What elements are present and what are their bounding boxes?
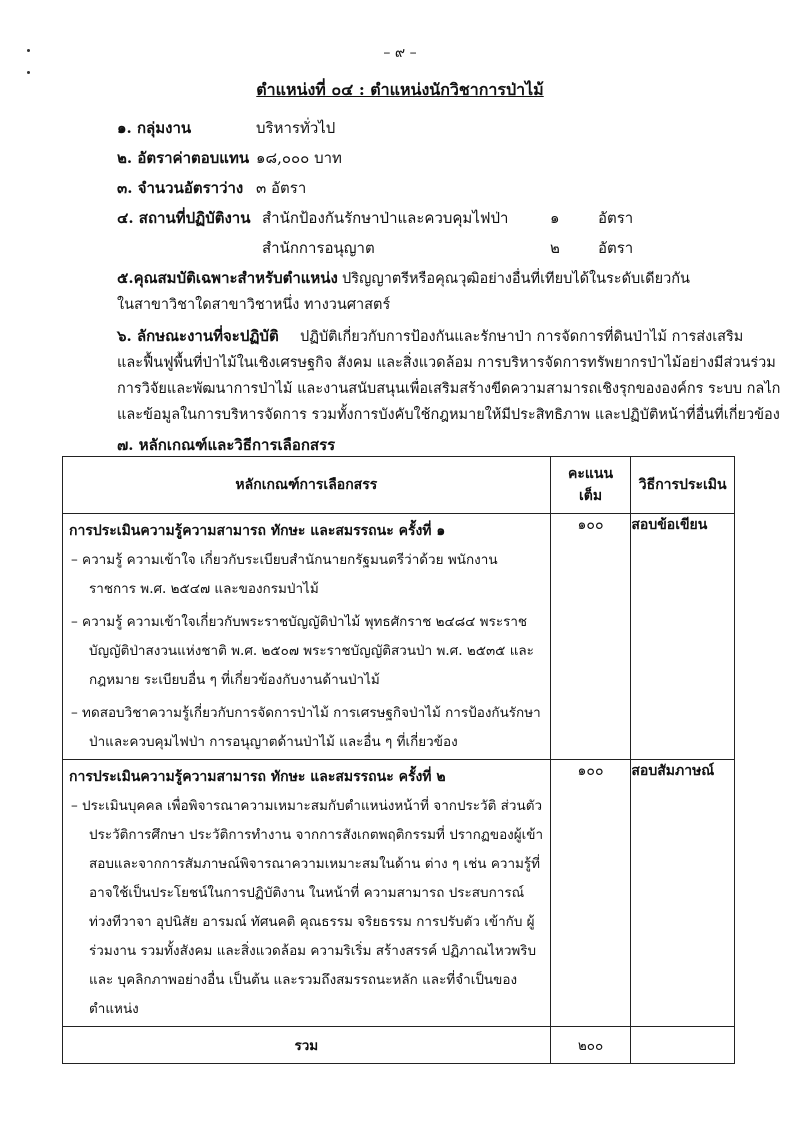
duties-label: ๖. ลักษณะงานที่จะปฏิบัติ xyxy=(117,327,279,345)
location-count: ๑ xyxy=(550,209,560,227)
pay-value: ๑๘,๐๐๐ บาท xyxy=(256,149,342,167)
method-cell: สอบข้อเขียน xyxy=(631,514,735,760)
section-title: การประเมินความรู้ความสามารถ ทักษะ และสมรรถนะ ครั้งที่ ๑ xyxy=(69,523,446,539)
group-label: ๑. กลุ่มงาน xyxy=(117,119,192,137)
section-title: การประเมินความรู้ความสามารถ ทักษะ และสมรรถนะ ครั้งที่ ๒ xyxy=(69,769,446,785)
criteria-item: – ทดสอบวิชาความรู้เกี่ยวกับการจัดการป่าไม้ การเศรษฐกิจป่าไม้ การป้องกันรักษาป่าและควบคุมไฟป่า การอนุญาตด้านป่าไม้ และอื่น ๆ ที่เกี่ยวข้อง xyxy=(71,705,541,750)
qualification-label: ๕.คุณสมบัติเฉพาะสำหรับตำแหน่ง xyxy=(117,269,338,287)
location-label: ๔. สถานที่ปฏิบัติงาน xyxy=(117,209,251,227)
qualification-text: ปริญญาตรีหรือคุณวุฒิอย่างอื่นที่เทียบได้ในระดับเดียวกัน xyxy=(342,271,690,287)
method-cell: สอบสัมภาษณ์ xyxy=(631,760,735,1027)
group-value: บริหารทั่วไป xyxy=(256,119,336,137)
location-name: สำนักการอนุญาต xyxy=(262,239,375,257)
table-row xyxy=(63,760,735,1027)
location-count: ๒ xyxy=(550,239,560,257)
total-row xyxy=(63,1027,735,1064)
total-method-cell xyxy=(631,1027,735,1064)
total-score: ๒๐๐ xyxy=(550,1027,631,1064)
location-unit: อัตรา xyxy=(598,209,634,227)
score-cell: ๑๐๐ xyxy=(550,514,631,760)
duties-text: ปฏิบัติเกี่ยวกับการป้องกันและรักษาป่า การจัดการที่ดินป่าไม้ การส่งเสริม xyxy=(300,329,744,345)
criteria-item: – ประเมินบุคคล เพื่อพิจารณาความเหมาะสมกับตำแหน่งหน้าที่ จากประวัติ ส่วนตัว ประวัติการศึกษา ประวัติการทำงาน จากการสังเกตพฤติกรรมที่ ปรากฏของผู้เข้าสอบและจากการสัมภาษณ์พิจารณาความเหมาะสมในด้าน ต่าง ๆ เช่น ความรู้ที่อาจใช้เป็นประโยชน์ในการปฏิบัติงาน ในหน้าที่ ความสามารถ ประสบการณ์ ท่วงทีวาจา อุปนิสัย อารมณ์ ทัศนคติ คุณธรรม จริยธรรม การปรับตัว เข้ากับ ผู้ร่วมงาน รวมทั้งสังคม และสิ่งแวดล้อม ความริเริ่ม สร้างสรรค์ ปฏิภาณไหวพริบ และ บุคลิกภาพอย่างอื่น เป็นต้น และรวมถึงสมรรถนะหลัก และที่จำเป็นของตำแหน่ง xyxy=(71,798,544,1017)
location-name: สำนักป้องกันรักษาป่าและควบคุมไฟป่า xyxy=(262,209,509,227)
duties-text: การวิจัยและพัฒนาการป่าไม้ และงานสนับสนุนเพื่อเสริมสร้างขีดความสามารถเชิงรุกขององค์กร ระบบ กลไก xyxy=(117,381,781,397)
score-cell: ๑๐๐ xyxy=(550,760,631,1027)
qualification-text: ในสาขาวิชาใดสาขาวิชาหนึ่ง ทางวนศาสตร์ xyxy=(117,297,391,313)
page-title: ตำแหน่งที่ ๐๔ : ตำแหน่งนักวิชาการป่าไม้ xyxy=(256,80,544,99)
location-unit: อัตรา xyxy=(598,239,634,257)
header-criteria: หลักเกณฑ์การเลือกสรร xyxy=(63,457,551,514)
total-label: รวม xyxy=(63,1027,551,1064)
margin-dot xyxy=(27,71,30,74)
criteria-cell xyxy=(63,514,551,760)
duties-text: และฟื้นฟูพื้นที่ป่าไม้ในเชิงเศรษฐกิจ สังคม และสิ่งแวดล้อม การบริหารจัดการทรัพยากรป่าไม้อย่างมีส่วนร่วม xyxy=(117,355,776,371)
page-number: – ๙ – xyxy=(383,45,417,61)
header-method: วิธีการประเมิน xyxy=(631,457,735,514)
criteria-item: – ความรู้ ความเข้าใจเกี่ยวกับพระราชบัญญัติป่าไม้ พุทธศักราช ๒๔๘๔ พระราชบัญญัติป่าสงวนแห่งชาติ พ.ศ. ๒๕๐๗ พระราชบัญญัติสวนป่า พ.ศ. ๒๕๓๕ และกฎหมาย ระเบียบอื่น ๆ ที่เกี่ยวข้องกับงานด้านป่าไม้ xyxy=(71,614,534,688)
duties-text: และข้อมูลในการบริหารจัดการ รวมทั้งการบังคับใช้กฎหมายให้มีประสิทธิภาพ และปฏิบัติหน้าที่อื่นที่เกี่ยวข้อง xyxy=(117,407,780,423)
vacancy-label: ๓. จำนวนอัตราว่าง xyxy=(117,179,244,197)
table-header-row xyxy=(63,457,735,514)
pay-label: ๒. อัตราค่าตอบแทน xyxy=(117,149,250,167)
selection-heading: ๗. หลักเกณฑ์และวิธีการเลือกสรร xyxy=(117,436,336,454)
criteria-table xyxy=(62,456,735,1064)
vacancy-value: ๓ อัตรา xyxy=(256,179,307,197)
table-row xyxy=(63,514,735,760)
criteria-item: – ความรู้ ความเข้าใจ เกี่ยวกับระเบียบสำนักนายกรัฐมนตรีว่าด้วย พนักงานราชการ พ.ศ. ๒๕๔๗ และของกรมป่าไม้ xyxy=(71,552,498,597)
criteria-cell xyxy=(63,760,551,1027)
header-score: คะแนน เต็ม xyxy=(550,457,631,514)
